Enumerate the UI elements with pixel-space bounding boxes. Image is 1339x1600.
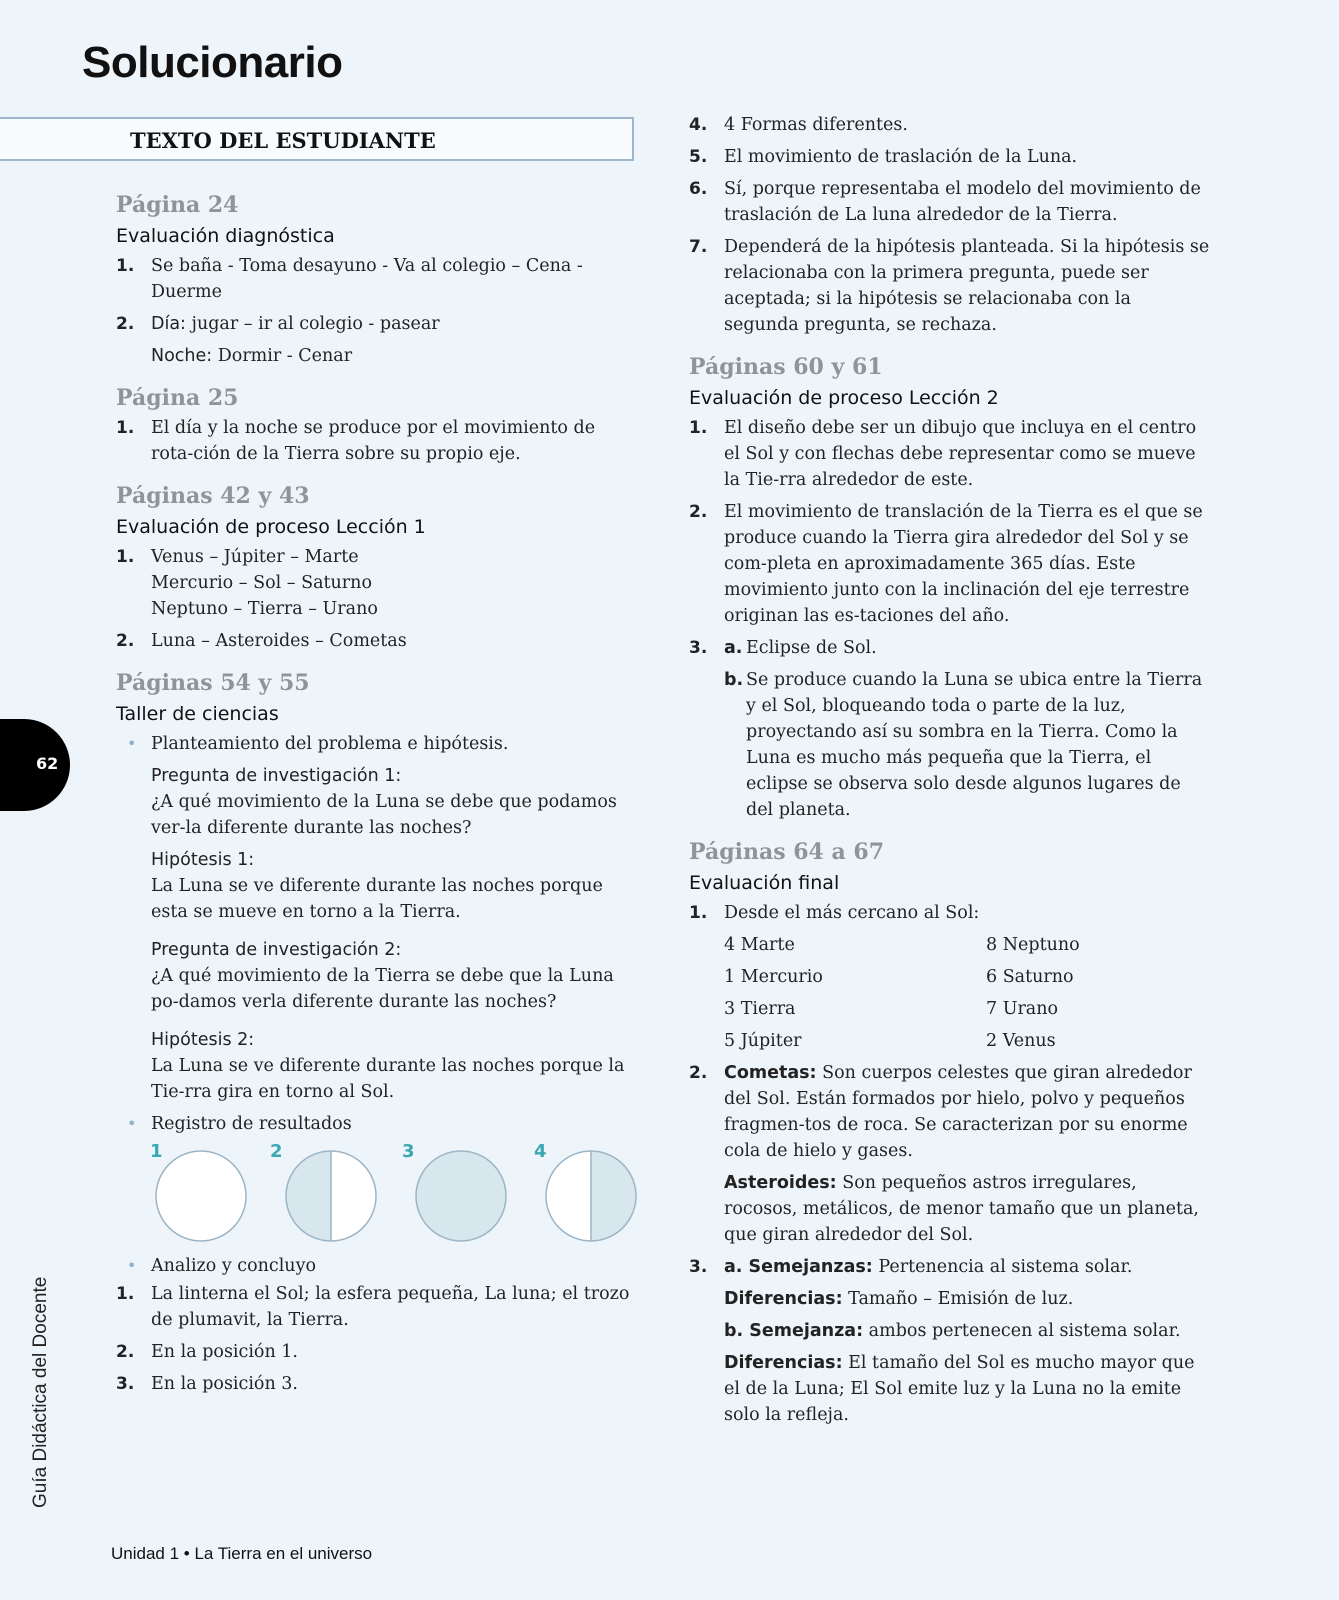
- item-line: Venus – Júpiter – Marte: [151, 547, 359, 567]
- hypothesis-2-label: Hipótesis 2:: [151, 1030, 255, 1050]
- list-item: [689, 144, 1211, 170]
- section-title: TEXTO DEL ESTUDIANTE: [130, 128, 436, 153]
- moon-half-right-shaded-icon: [544, 1149, 638, 1243]
- question-2-text: ¿A qué movimiento de la Tierra se debe que la Luna po-damos verla diferente durante las noches?: [151, 966, 614, 1012]
- list-item: [689, 1254, 1211, 1428]
- heading-pages-60-61: Páginas 60 y 61: [689, 354, 883, 380]
- term-label: a. Semejanzas:: [724, 1257, 873, 1277]
- list-item: [116, 311, 636, 369]
- moon-number: 3: [402, 1141, 415, 1162]
- moon-number: 4: [534, 1141, 547, 1162]
- list-item: [116, 544, 636, 622]
- item-number: 2.: [689, 502, 708, 522]
- item-text: El movimiento de traslación de la Luna.: [724, 147, 1078, 167]
- list-item: [689, 415, 1211, 493]
- list-item: [689, 635, 1211, 823]
- item-text: En la posición 1.: [151, 1342, 298, 1362]
- planet-entry: 1 Mercurio: [724, 967, 823, 987]
- item-text: El diseño debe ser un dibujo que incluya en el centro el Sol y con flechas debe representar como se mueve la Tie-rra alrededor de este.: [724, 418, 1197, 490]
- page-number: 62: [36, 754, 59, 773]
- vertical-book-label: Guía Didáctica del Docente: [30, 1276, 51, 1508]
- section-banner: [0, 117, 634, 161]
- item-text: Dependerá de la hipótesis planteada. Si la hipótesis se relacionaba con la primera pregunta, puede ser aceptada; si la hipótesis se relacionaba con la segunda pregunta, se rechaza.: [724, 237, 1210, 335]
- left-column: [116, 190, 636, 1403]
- planet-entry: 7 Urano: [986, 999, 1059, 1019]
- bullet-icon: •: [127, 734, 137, 753]
- item-text: Se baña - Toma desayuno - Va al colegio – Cena - Duerme: [151, 256, 583, 302]
- subheading-diagnostic: Evaluación diagnóstica: [116, 225, 335, 247]
- planet-entry: 4 Marte: [724, 935, 795, 955]
- list-item: [116, 628, 636, 654]
- item-number: 5.: [689, 147, 708, 167]
- list-item: [689, 234, 1211, 338]
- item-text: Luna – Asteroides – Cometas: [151, 631, 407, 651]
- list-item: [689, 499, 1211, 629]
- item-number: 1.: [116, 418, 135, 438]
- item-number: 1.: [116, 547, 135, 567]
- bullet-icon: •: [127, 1114, 137, 1133]
- list-item: [689, 176, 1211, 228]
- sub-item-letter: b.: [724, 670, 744, 690]
- item-number: 1.: [116, 256, 135, 276]
- item-text: Eclipse de Sol.: [746, 638, 877, 658]
- moon-number: 1: [150, 1141, 163, 1162]
- page-number-tab: [0, 719, 70, 811]
- item-number: 3.: [116, 1374, 135, 1394]
- item-line: Mercurio – Sol – Saturno: [151, 573, 372, 593]
- term-label: Diferencias:: [724, 1289, 843, 1309]
- planet-order-grid: [724, 932, 1211, 1054]
- bullet-item: [116, 1111, 636, 1137]
- heading-page-25: Página 25: [116, 385, 239, 411]
- item-text: El tamaño del Sol es mucho mayor que el de la Luna; El Sol emite luz y la Luna no la emite solo la refleja.: [724, 1353, 1195, 1425]
- planet-entry: 2 Venus: [986, 1031, 1056, 1051]
- term-label: Diferencias:: [724, 1353, 843, 1373]
- heading-pages-54-55: Páginas 54 y 55: [116, 670, 310, 696]
- item-text: Tamaño – Emisión de luz.: [842, 1289, 1074, 1309]
- item-number: 1.: [689, 903, 708, 923]
- item-number: 2.: [116, 631, 135, 651]
- item-text: El movimiento de translación de la Tierra es el que se produce cuando la Tierra gira alrededor del Sol y se com-pleta en aproximadamente 365 días. Este movimiento junto con la inclinación del eje terrestre originan las es-taciones del año.: [724, 502, 1203, 626]
- list-item: [689, 1060, 1211, 1248]
- moon-new-icon: [414, 1149, 508, 1243]
- list-item: [116, 1339, 636, 1365]
- term-label: b. Semejanza:: [724, 1321, 864, 1341]
- item-text: En la posición 3.: [151, 1374, 298, 1394]
- moon-full-icon: [154, 1149, 248, 1243]
- item-number: 6.: [689, 179, 708, 199]
- planet-entry: 8 Neptuno: [986, 935, 1080, 955]
- moon-number: 2: [270, 1141, 283, 1162]
- item-number: 7.: [689, 237, 708, 257]
- item-number: 4.: [689, 115, 708, 135]
- night-label: Noche:: [151, 346, 213, 366]
- sub-item-a: [724, 635, 1211, 661]
- item-text: Desde el más cercano al Sol:: [724, 903, 980, 923]
- subheading-process-1: Evaluación de proceso Lección 1: [116, 516, 426, 538]
- subheading-process-2: Evaluación de proceso Lección 2: [689, 387, 999, 409]
- item-number: 2.: [116, 314, 135, 334]
- planet-entry: 5 Júpiter: [724, 1031, 802, 1051]
- hypothesis-2-text: La Luna se ve diferente durante las noches porque la Tie-rra gira en torno al Sol.: [151, 1056, 625, 1102]
- hypothesis-1-text: La Luna se ve diferente durante las noches porque esta se mueve en torno a la Tierra.: [151, 876, 603, 922]
- heading-pages-64-67: Páginas 64 a 67: [689, 839, 885, 865]
- bullet-icon: •: [127, 1256, 137, 1275]
- bullet-item: [116, 1253, 636, 1279]
- planet-entry: 3 Tierra: [724, 999, 796, 1019]
- item-number: 1.: [116, 1284, 135, 1304]
- item-text: Pertenencia al sistema solar.: [872, 1257, 1133, 1277]
- item-text: La linterna el Sol; la esfera pequeña, La luna; el trozo de plumavit, la Tierra.: [151, 1284, 630, 1330]
- item-number: 2.: [116, 1342, 135, 1362]
- item-text: jugar – ir al colegio - pasear: [185, 314, 440, 334]
- page-title: Solucionario: [82, 38, 343, 87]
- list-item: [689, 112, 1211, 138]
- list-item: [116, 253, 636, 305]
- day-label: Día:: [151, 314, 186, 334]
- footer-unit: Unidad 1 • La Tierra en el universo: [111, 1544, 373, 1563]
- heading-page-24: Página 24: [116, 192, 239, 218]
- heading-pages-42-43: Páginas 42 y 43: [116, 483, 310, 509]
- list-item: [689, 900, 1211, 1054]
- item-text: Planteamiento del problema e hipótesis.: [151, 734, 509, 754]
- subheading-science-workshop: Taller de ciencias: [116, 703, 279, 725]
- list-item: [116, 415, 636, 467]
- item-text: 4 Formas diferentes.: [724, 115, 908, 135]
- subheading-final-evaluation: Evaluación final: [689, 872, 840, 894]
- item-text: Sí, porque representaba el modelo del movimiento de traslación de La luna alrededor de la Tierra.: [724, 179, 1201, 225]
- item-text: Son cuerpos celestes que giran alrededor del Sol. Están formados por hielo, polvo y pequeños fragmen-tos de roca. Se caracterizan por su enorme cola de hielo y gases.: [724, 1063, 1192, 1161]
- item-text: Registro de resultados: [151, 1114, 352, 1134]
- term-label: Cometas:: [724, 1063, 817, 1083]
- item-text: Analizo y concluyo: [151, 1256, 317, 1276]
- hypothesis-1-label: Hipótesis 1:: [151, 850, 255, 870]
- moon-half-left-shaded-icon: [284, 1149, 378, 1243]
- item-number: 1.: [689, 418, 708, 438]
- list-item: [116, 1281, 636, 1333]
- question-1-label: Pregunta de investigación 1:: [151, 766, 402, 786]
- sub-item-letter: a.: [724, 638, 743, 658]
- item-number: 3.: [689, 638, 708, 658]
- item-line: Neptuno – Tierra – Urano: [151, 599, 378, 619]
- question-2-label: Pregunta de investigación 2:: [151, 940, 402, 960]
- item-text: Se produce cuando la Luna se ubica entre la Tierra y el Sol, bloqueando toda o parte de la luz, proyectando así su sombra en la Tierra. Como la Luna es mucho más pequeña que la Tierra, el eclipse se observa solo desde algunos lugares de del planeta.: [746, 670, 1203, 820]
- moon-phases-figure: [116, 1143, 636, 1247]
- term-label: Asteroides:: [724, 1173, 837, 1193]
- question-1-text: ¿A qué movimiento de la Luna se debe que podamos ver-la diferente durante las noches?: [151, 792, 617, 838]
- sub-item-b: [724, 667, 1211, 823]
- list-item: [116, 1371, 636, 1397]
- item-number: 2.: [689, 1063, 708, 1083]
- item-text: Dormir - Cenar: [212, 346, 353, 366]
- bullet-item: [116, 731, 636, 1105]
- item-text: ambos pertenecen al sistema solar.: [863, 1321, 1181, 1341]
- item-text: Son pequeños astros irregulares, rocosos, metálicos, de menor tamaño que un planeta, que giran alrededor del Sol.: [724, 1173, 1199, 1245]
- item-text: El día y la noche se produce por el movimiento de rota-ción de la Tierra sobre su propio eje.: [151, 418, 596, 464]
- planet-entry: 6 Saturno: [986, 967, 1074, 987]
- item-number: 3.: [689, 1257, 708, 1277]
- right-column: [689, 112, 1211, 1434]
